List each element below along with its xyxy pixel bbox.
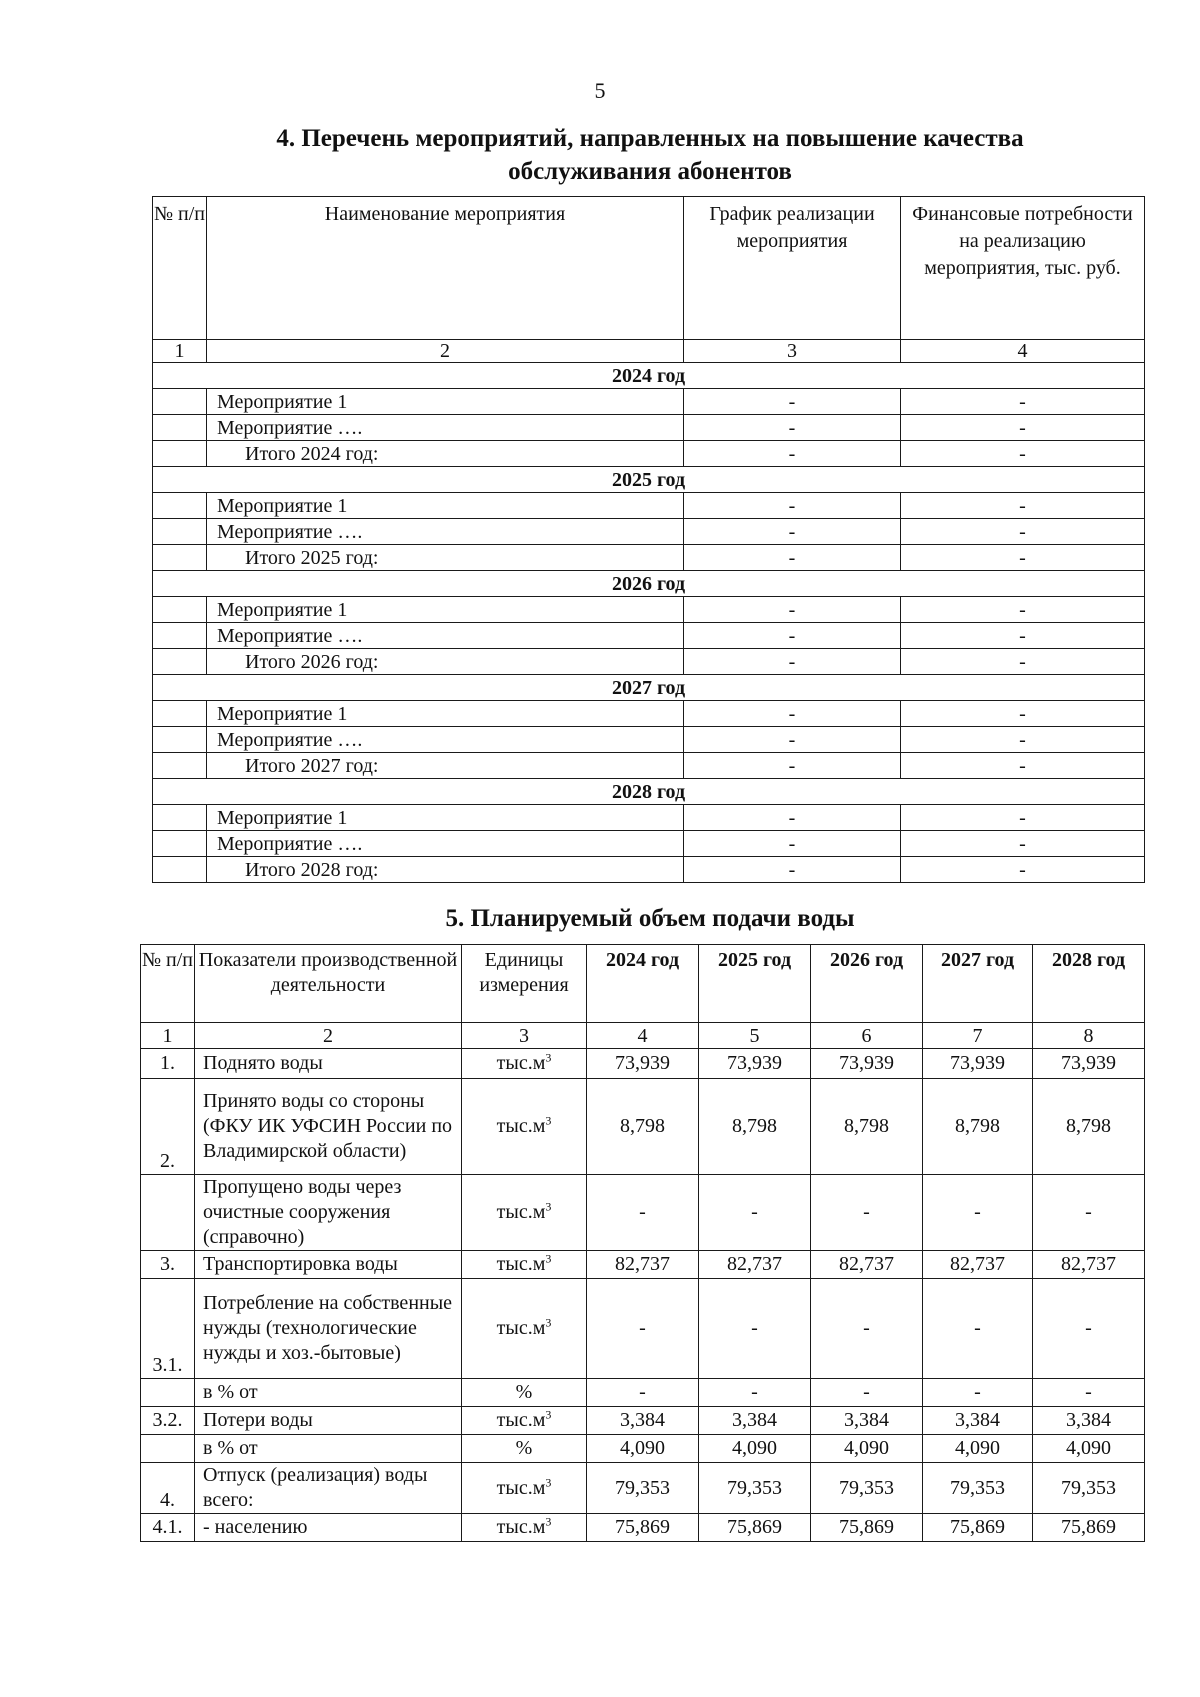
measure-schedule: -	[684, 415, 901, 441]
measure-row	[153, 727, 1145, 753]
measure-name: Мероприятие 1	[207, 701, 684, 727]
measure-schedule: -	[684, 701, 901, 727]
year-heading: 2025 год	[153, 467, 1145, 493]
unit-cell	[462, 1514, 587, 1542]
unit-text: тыс.м	[496, 1201, 546, 1223]
row-number	[141, 1435, 195, 1463]
unit-cell	[462, 1407, 587, 1435]
unit-text: тыс.м	[496, 1052, 546, 1074]
measure-no	[153, 545, 207, 571]
total-finance: -	[901, 857, 1145, 883]
total-row	[153, 753, 1145, 779]
year-value: 4,090	[587, 1435, 699, 1463]
year-value: -	[587, 1279, 699, 1379]
year-value: 8,798	[1033, 1079, 1145, 1175]
measure-no	[153, 805, 207, 831]
indicator-row	[141, 1251, 1145, 1279]
year-value: -	[699, 1279, 811, 1379]
unit-text: тыс.м	[496, 1516, 546, 1538]
measures-table	[152, 196, 1145, 883]
total-row	[153, 441, 1145, 467]
total-schedule: -	[684, 857, 901, 883]
measure-row	[153, 415, 1145, 441]
year-value: 4,090	[811, 1435, 923, 1463]
col-number: 1	[141, 1023, 195, 1049]
water-volume-table	[140, 944, 1145, 1542]
measure-name: Мероприятие 1	[207, 805, 684, 831]
measures-col-numbers	[153, 340, 1145, 363]
measure-finance: -	[901, 831, 1145, 857]
year-value: 79,353	[923, 1463, 1033, 1514]
row-number	[141, 1379, 195, 1407]
year-value: -	[1033, 1379, 1145, 1407]
indicator-name: Потери воды	[195, 1407, 462, 1435]
unit-exponent: 3	[545, 1407, 552, 1422]
section4-title	[150, 122, 1150, 188]
measure-schedule: -	[684, 727, 901, 753]
year-value: 79,353	[699, 1463, 811, 1514]
measure-row	[153, 597, 1145, 623]
measure-finance: -	[901, 597, 1145, 623]
total-name: Итого 2025 год:	[207, 545, 684, 571]
year-value: 73,939	[923, 1049, 1033, 1079]
header-unit: Единицы измерения	[462, 945, 587, 1023]
measure-row	[153, 389, 1145, 415]
row-number: 2.	[141, 1079, 195, 1175]
year-row	[153, 363, 1145, 389]
measure-row	[153, 519, 1145, 545]
total-finance: -	[901, 545, 1145, 571]
measure-finance: -	[901, 493, 1145, 519]
year-value: 3,384	[699, 1407, 811, 1435]
measure-schedule: -	[684, 519, 901, 545]
year-value: 82,737	[811, 1251, 923, 1279]
unit-cell	[462, 1463, 587, 1514]
measure-no	[153, 597, 207, 623]
header-no: № п/п	[153, 197, 207, 340]
year-value: 4,090	[699, 1435, 811, 1463]
measure-no	[153, 649, 207, 675]
measure-finance: -	[901, 727, 1145, 753]
unit-cell	[462, 1279, 587, 1379]
measure-finance: -	[901, 389, 1145, 415]
unit-cell	[462, 1049, 587, 1079]
unit-text: %	[515, 1437, 533, 1459]
year-heading: 2027 год	[153, 675, 1145, 701]
indicator-row	[141, 1463, 1145, 1514]
unit-cell	[462, 1251, 587, 1279]
unit-exponent: 3	[545, 1315, 552, 1330]
year-value: 82,737	[587, 1251, 699, 1279]
measure-name: Мероприятие 1	[207, 493, 684, 519]
measure-no	[153, 857, 207, 883]
measure-schedule: -	[684, 389, 901, 415]
year-value: -	[923, 1175, 1033, 1251]
indicator-name: Транспортировка воды	[195, 1251, 462, 1279]
total-row	[153, 857, 1145, 883]
col-number: 4	[587, 1023, 699, 1049]
year-value: 75,869	[923, 1514, 1033, 1542]
year-value: 75,869	[1033, 1514, 1145, 1542]
unit-cell	[462, 1435, 587, 1463]
measure-no	[153, 623, 207, 649]
year-value: 82,737	[1033, 1251, 1145, 1279]
indicator-name: Отпуск (реализация) воды всего:	[195, 1463, 462, 1514]
year-heading: 2026 год	[153, 571, 1145, 597]
indicator-name: в % от	[195, 1379, 462, 1407]
measure-schedule: -	[684, 831, 901, 857]
year-value: 4,090	[1033, 1435, 1145, 1463]
year-value: 3,384	[1033, 1407, 1145, 1435]
header-year: 2028 год	[1033, 945, 1145, 1023]
header-year: 2024 год	[587, 945, 699, 1023]
section4-title-line1: 4. Перечень мероприятий, направленных на повышение качества	[276, 125, 1024, 152]
year-value: -	[923, 1379, 1033, 1407]
measure-no	[153, 753, 207, 779]
year-value: -	[811, 1279, 923, 1379]
year-value: 75,869	[811, 1514, 923, 1542]
total-name: Итого 2024 год:	[207, 441, 684, 467]
unit-exponent: 3	[545, 1514, 552, 1529]
total-schedule: -	[684, 649, 901, 675]
year-value: 3,384	[587, 1407, 699, 1435]
col-number: 3	[684, 340, 901, 363]
indicator-name: Принято воды со стороны (ФКУ ИК УФСИН России по Владимирской области)	[195, 1079, 462, 1175]
header-year: 2026 год	[811, 945, 923, 1023]
measure-no	[153, 441, 207, 467]
unit-cell	[462, 1175, 587, 1251]
year-value: -	[587, 1379, 699, 1407]
year-value: 4,090	[923, 1435, 1033, 1463]
year-value: 8,798	[699, 1079, 811, 1175]
year-value: 73,939	[587, 1049, 699, 1079]
measures-header-row	[153, 197, 1145, 340]
indicator-row	[141, 1379, 1145, 1407]
indicator-row	[141, 1049, 1145, 1079]
row-number: 4.	[141, 1463, 195, 1514]
year-value: -	[1033, 1175, 1145, 1251]
year-value: 8,798	[587, 1079, 699, 1175]
measure-name: Мероприятие ….	[207, 415, 684, 441]
measure-schedule: -	[684, 805, 901, 831]
year-value: 8,798	[923, 1079, 1033, 1175]
year-value: 82,737	[923, 1251, 1033, 1279]
header-year: 2025 год	[699, 945, 811, 1023]
year-value: 75,869	[587, 1514, 699, 1542]
col-number: 7	[923, 1023, 1033, 1049]
measure-no	[153, 519, 207, 545]
year-heading: 2024 год	[153, 363, 1145, 389]
measure-name: Мероприятие ….	[207, 623, 684, 649]
unit-text: тыс.м	[496, 1476, 546, 1499]
total-name: Итого 2028 год:	[207, 857, 684, 883]
indicator-row	[141, 1279, 1145, 1379]
measure-no	[153, 493, 207, 519]
measure-row	[153, 493, 1145, 519]
indicator-name: Поднято воды	[195, 1049, 462, 1079]
indicator-row	[141, 1407, 1145, 1435]
measure-schedule: -	[684, 597, 901, 623]
measure-finance: -	[901, 805, 1145, 831]
year-value: 79,353	[811, 1463, 923, 1514]
unit-text: тыс.м	[496, 1253, 546, 1275]
header-no: № п/п	[141, 945, 195, 1023]
indicator-name: в % от	[195, 1435, 462, 1463]
header-finance: Финансовые потребности на реализацию мероприятия, тыс. руб.	[901, 197, 1145, 340]
year-row	[153, 675, 1145, 701]
measure-name: Мероприятие 1	[207, 389, 684, 415]
total-name: Итого 2026 год:	[207, 649, 684, 675]
page-number: 5	[594, 78, 606, 103]
unit-text: тыс.м	[496, 1115, 546, 1137]
measure-finance: -	[901, 519, 1145, 545]
total-schedule: -	[684, 545, 901, 571]
total-schedule: -	[684, 753, 901, 779]
year-value: 3,384	[811, 1407, 923, 1435]
header-schedule: График реализации мероприятия	[684, 197, 901, 340]
measure-name: Мероприятие ….	[207, 519, 684, 545]
col-number: 5	[699, 1023, 811, 1049]
row-number: 4.1.	[141, 1514, 195, 1542]
indicator-name: Потребление на собственные нужды (технологические нужды и хоз.-бытовые)	[195, 1279, 462, 1379]
unit-exponent: 3	[545, 1474, 552, 1489]
col-number: 3	[462, 1023, 587, 1049]
col-number: 2	[195, 1023, 462, 1049]
col-number: 6	[811, 1023, 923, 1049]
year-value: 8,798	[811, 1079, 923, 1175]
measure-row	[153, 623, 1145, 649]
measure-name: Мероприятие ….	[207, 727, 684, 753]
measure-finance: -	[901, 623, 1145, 649]
unit-exponent: 3	[545, 1199, 552, 1214]
row-number: 3.	[141, 1251, 195, 1279]
unit-cell	[462, 1379, 587, 1407]
year-value: -	[1033, 1279, 1145, 1379]
measure-row	[153, 805, 1145, 831]
year-row	[153, 467, 1145, 493]
year-value: -	[923, 1279, 1033, 1379]
unit-text: тыс.м	[496, 1317, 546, 1339]
total-row	[153, 649, 1145, 675]
measure-schedule: -	[684, 493, 901, 519]
indicator-row	[141, 1175, 1145, 1251]
year-value: 75,869	[699, 1514, 811, 1542]
unit-text: тыс.м	[496, 1409, 546, 1431]
total-row	[153, 545, 1145, 571]
unit-exponent: 3	[545, 1050, 552, 1065]
year-value: 79,353	[1033, 1463, 1145, 1514]
water-col-numbers	[141, 1023, 1145, 1049]
measure-name: Мероприятие ….	[207, 831, 684, 857]
year-value: -	[811, 1379, 923, 1407]
row-number: 1.	[141, 1049, 195, 1079]
year-value: -	[811, 1175, 923, 1251]
water-header-row	[141, 945, 1145, 1023]
measure-no	[153, 701, 207, 727]
year-value: -	[587, 1175, 699, 1251]
measure-no	[153, 727, 207, 753]
unit-text: %	[515, 1381, 533, 1403]
indicator-row	[141, 1435, 1145, 1463]
year-value: 79,353	[587, 1463, 699, 1514]
year-heading: 2028 год	[153, 779, 1145, 805]
year-value: 82,737	[699, 1251, 811, 1279]
measure-row	[153, 831, 1145, 857]
indicator-name: Пропущено воды через очистные сооружения (справочно)	[195, 1175, 462, 1251]
measure-schedule: -	[684, 623, 901, 649]
indicator-name: - населению	[195, 1514, 462, 1542]
year-value: 73,939	[1033, 1049, 1145, 1079]
year-value: -	[699, 1175, 811, 1251]
col-number: 1	[153, 340, 207, 363]
indicator-row	[141, 1514, 1145, 1542]
total-schedule: -	[684, 441, 901, 467]
year-row	[153, 571, 1145, 597]
section5-title: 5. Планируемый объем подачи воды	[445, 905, 855, 932]
total-name: Итого 2027 год:	[207, 753, 684, 779]
indicator-row	[141, 1079, 1145, 1175]
row-number: 3.1.	[141, 1279, 195, 1379]
total-finance: -	[901, 649, 1145, 675]
year-value: -	[699, 1379, 811, 1407]
header-year: 2027 год	[923, 945, 1033, 1023]
year-value: 3,384	[923, 1407, 1033, 1435]
row-number: 3.2.	[141, 1407, 195, 1435]
unit-cell	[462, 1079, 587, 1175]
measure-no	[153, 831, 207, 857]
unit-exponent: 3	[545, 1113, 552, 1128]
measure-finance: -	[901, 415, 1145, 441]
unit-exponent: 3	[545, 1251, 552, 1266]
total-finance: -	[901, 753, 1145, 779]
year-value: 73,939	[811, 1049, 923, 1079]
header-name: Наименование мероприятия	[207, 197, 684, 340]
col-number: 4	[901, 340, 1145, 363]
year-row	[153, 779, 1145, 805]
row-number	[141, 1175, 195, 1251]
measure-finance: -	[901, 701, 1145, 727]
header-indicator: Показатели производственной деятельности	[195, 945, 462, 1023]
measure-no	[153, 389, 207, 415]
year-value: 73,939	[699, 1049, 811, 1079]
section4-title-line2: обслуживания абонентов	[508, 158, 792, 185]
col-number: 2	[207, 340, 684, 363]
col-number: 8	[1033, 1023, 1145, 1049]
measure-no	[153, 415, 207, 441]
total-finance: -	[901, 441, 1145, 467]
measure-name: Мероприятие 1	[207, 597, 684, 623]
measure-row	[153, 701, 1145, 727]
